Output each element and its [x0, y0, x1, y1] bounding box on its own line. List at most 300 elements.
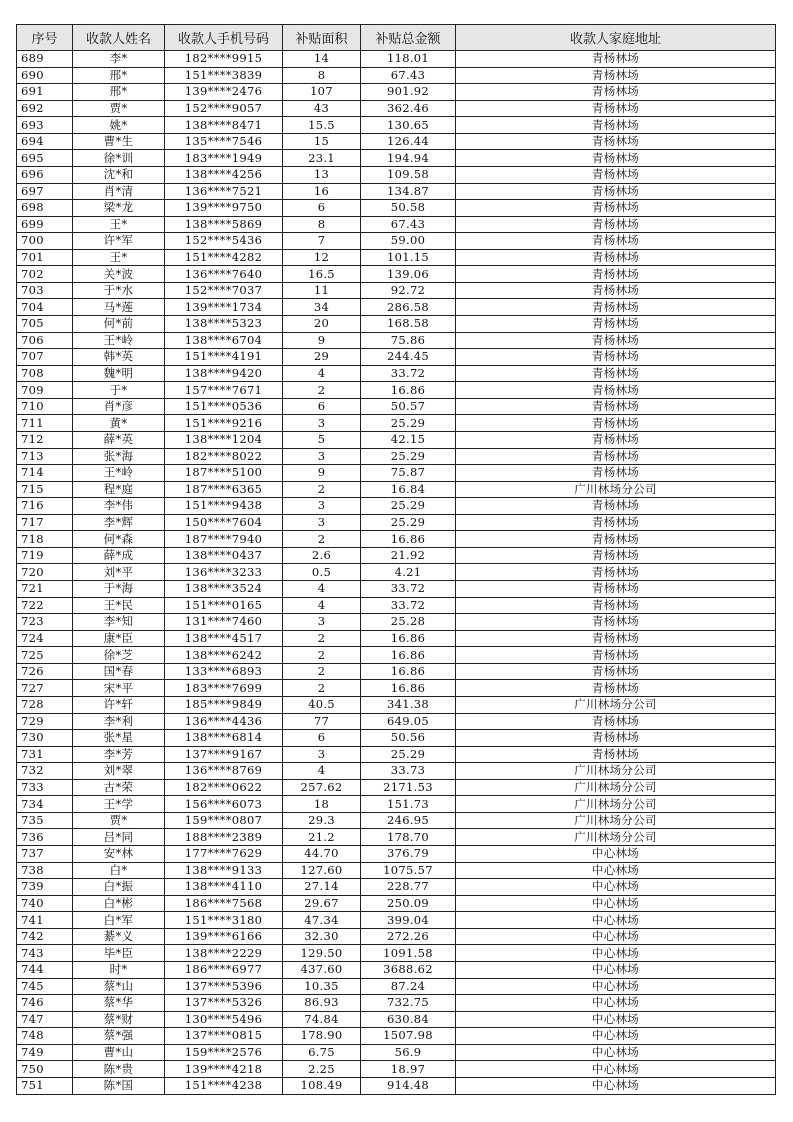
- name-cell: 王*: [73, 249, 165, 266]
- address-cell: 中心林场: [456, 862, 776, 879]
- seq-cell: 715: [17, 481, 73, 498]
- area-cell: 257.62: [283, 779, 361, 796]
- seq-cell: 713: [17, 448, 73, 465]
- area-cell: 18: [283, 796, 361, 813]
- phone-cell: 150****7604: [165, 514, 283, 531]
- amount-cell: 649.05: [361, 713, 456, 730]
- address-cell: 中心林场: [456, 1061, 776, 1078]
- seq-cell: 711: [17, 415, 73, 432]
- phone-cell: 139****2476: [165, 84, 283, 101]
- seq-cell: 744: [17, 961, 73, 978]
- address-cell: 青杨林场: [456, 200, 776, 217]
- phone-cell: 177****7629: [165, 846, 283, 863]
- amount-cell: 33.72: [361, 597, 456, 614]
- area-cell: 4: [283, 597, 361, 614]
- table-row: [17, 663, 776, 680]
- phone-cell: 138****4256: [165, 166, 283, 183]
- seq-cell: 705: [17, 316, 73, 333]
- name-cell: 康*臣: [73, 630, 165, 647]
- amount-cell: 25.29: [361, 415, 456, 432]
- area-cell: 2.25: [283, 1061, 361, 1078]
- phone-cell: 138****1204: [165, 431, 283, 448]
- seq-cell: 689: [17, 51, 73, 68]
- area-cell: 2: [283, 481, 361, 498]
- amount-cell: 50.57: [361, 398, 456, 415]
- amount-cell: 50.58: [361, 200, 456, 217]
- phone-cell: 159****0807: [165, 812, 283, 829]
- seq-cell: 728: [17, 696, 73, 713]
- area-cell: 16: [283, 183, 361, 200]
- table-row: [17, 713, 776, 730]
- seq-cell: 719: [17, 547, 73, 564]
- address-cell: 青杨林场: [456, 581, 776, 598]
- name-cell: 薛*英: [73, 431, 165, 448]
- area-cell: 3: [283, 514, 361, 531]
- amount-cell: 2171.53: [361, 779, 456, 796]
- address-cell: 中心林场: [456, 879, 776, 896]
- name-cell: 安*林: [73, 846, 165, 863]
- phone-cell: 138****6814: [165, 730, 283, 747]
- phone-cell: 138****9420: [165, 365, 283, 382]
- seq-cell: 716: [17, 498, 73, 515]
- seq-cell: 745: [17, 978, 73, 995]
- seq-cell: 712: [17, 431, 73, 448]
- seq-cell: 731: [17, 746, 73, 763]
- seq-cell: 710: [17, 398, 73, 415]
- name-cell: 徐*芝: [73, 647, 165, 664]
- address-cell: 青杨林场: [456, 117, 776, 134]
- phone-cell: 138****2229: [165, 945, 283, 962]
- address-cell: 青杨林场: [456, 84, 776, 101]
- area-cell: 3: [283, 498, 361, 515]
- table-row: [17, 316, 776, 333]
- area-cell: 14: [283, 51, 361, 68]
- area-cell: 5: [283, 431, 361, 448]
- area-cell: 3: [283, 415, 361, 432]
- area-cell: 178.90: [283, 1028, 361, 1045]
- phone-cell: 138****8471: [165, 117, 283, 134]
- seq-cell: 708: [17, 365, 73, 382]
- name-cell: 蔡*华: [73, 995, 165, 1012]
- area-cell: 9: [283, 332, 361, 349]
- phone-cell: 136****7521: [165, 183, 283, 200]
- amount-cell: 75.86: [361, 332, 456, 349]
- seq-cell: 706: [17, 332, 73, 349]
- table-row: [17, 812, 776, 829]
- area-cell: 21.2: [283, 829, 361, 846]
- address-cell: 青杨林场: [456, 51, 776, 68]
- table-row: [17, 547, 776, 564]
- area-cell: 12: [283, 249, 361, 266]
- phone-cell: 157****7671: [165, 382, 283, 399]
- phone-cell: 138****5869: [165, 216, 283, 233]
- amount-cell: 630.84: [361, 1011, 456, 1028]
- table-row: [17, 183, 776, 200]
- amount-cell: 25.29: [361, 514, 456, 531]
- address-cell: 青杨林场: [456, 349, 776, 366]
- phone-cell: 152****5436: [165, 233, 283, 250]
- table-row: [17, 200, 776, 217]
- table-row: [17, 912, 776, 929]
- name-cell: 毕*臣: [73, 945, 165, 962]
- area-cell: 16.5: [283, 266, 361, 283]
- name-cell: 许*轩: [73, 696, 165, 713]
- amount-cell: 244.45: [361, 349, 456, 366]
- table-row: [17, 995, 776, 1012]
- name-cell: 李*芳: [73, 746, 165, 763]
- phone-cell: 151****4238: [165, 1077, 283, 1094]
- table-row: [17, 746, 776, 763]
- amount-cell: 16.86: [361, 647, 456, 664]
- amount-cell: 33.72: [361, 581, 456, 598]
- table-row: [17, 84, 776, 101]
- area-cell: 2: [283, 531, 361, 548]
- address-cell: 青杨林场: [456, 332, 776, 349]
- area-cell: 2.6: [283, 547, 361, 564]
- name-cell: 白*彬: [73, 895, 165, 912]
- address-cell: 中心林场: [456, 1011, 776, 1028]
- area-cell: 107: [283, 84, 361, 101]
- area-cell: 23.1: [283, 150, 361, 167]
- amount-cell: 16.86: [361, 382, 456, 399]
- seq-cell: 701: [17, 249, 73, 266]
- table-row: [17, 846, 776, 863]
- table-row: [17, 100, 776, 117]
- seq-cell: 734: [17, 796, 73, 813]
- phone-cell: 136****7640: [165, 266, 283, 283]
- area-cell: 108.49: [283, 1077, 361, 1094]
- table-body: [17, 51, 776, 1095]
- address-cell: 青杨林场: [456, 713, 776, 730]
- table-row: [17, 481, 776, 498]
- area-cell: 129.50: [283, 945, 361, 962]
- amount-cell: 59.00: [361, 233, 456, 250]
- name-cell: 沈*和: [73, 166, 165, 183]
- table-row: [17, 299, 776, 316]
- address-cell: 青杨林场: [456, 448, 776, 465]
- table-row: [17, 895, 776, 912]
- address-cell: 中心林场: [456, 1077, 776, 1094]
- name-cell: 于*: [73, 382, 165, 399]
- header-phone: 收款人手机号码: [165, 25, 283, 51]
- table-row: [17, 961, 776, 978]
- area-cell: 6.75: [283, 1044, 361, 1061]
- address-cell: 青杨林场: [456, 365, 776, 382]
- address-cell: 广川林场分公司: [456, 696, 776, 713]
- table-row: [17, 398, 776, 415]
- amount-cell: 101.15: [361, 249, 456, 266]
- table-row: [17, 249, 776, 266]
- seq-cell: 718: [17, 531, 73, 548]
- table-row: [17, 879, 776, 896]
- area-cell: 2: [283, 630, 361, 647]
- name-cell: 綦*义: [73, 928, 165, 945]
- table-row: [17, 945, 776, 962]
- seq-cell: 692: [17, 100, 73, 117]
- name-cell: 于*海: [73, 581, 165, 598]
- name-cell: 关*波: [73, 266, 165, 283]
- seq-cell: 725: [17, 647, 73, 664]
- amount-cell: 194.94: [361, 150, 456, 167]
- name-cell: 姚*: [73, 117, 165, 134]
- seq-cell: 742: [17, 928, 73, 945]
- amount-cell: 18.97: [361, 1061, 456, 1078]
- area-cell: 8: [283, 216, 361, 233]
- phone-cell: 139****6166: [165, 928, 283, 945]
- name-cell: 肖*清: [73, 183, 165, 200]
- table-row: [17, 117, 776, 134]
- name-cell: 魏*明: [73, 365, 165, 382]
- address-cell: 广川林场分公司: [456, 829, 776, 846]
- amount-cell: 286.58: [361, 299, 456, 316]
- amount-cell: 25.28: [361, 614, 456, 631]
- table-row: [17, 614, 776, 631]
- phone-cell: 152****9057: [165, 100, 283, 117]
- seq-cell: 726: [17, 663, 73, 680]
- area-cell: 11: [283, 282, 361, 299]
- table-row: [17, 763, 776, 780]
- phone-cell: 151****0536: [165, 398, 283, 415]
- table-row: [17, 829, 776, 846]
- name-cell: 徐*训: [73, 150, 165, 167]
- table-row: [17, 696, 776, 713]
- name-cell: 李*利: [73, 713, 165, 730]
- phone-cell: 187****7940: [165, 531, 283, 548]
- table-row: [17, 415, 776, 432]
- amount-cell: 134.87: [361, 183, 456, 200]
- amount-cell: 914.48: [361, 1077, 456, 1094]
- name-cell: 宋*平: [73, 680, 165, 697]
- seq-cell: 709: [17, 382, 73, 399]
- phone-cell: 137****9167: [165, 746, 283, 763]
- phone-cell: 183****7699: [165, 680, 283, 697]
- amount-cell: 50.56: [361, 730, 456, 747]
- phone-cell: 188****2389: [165, 829, 283, 846]
- phone-cell: 183****1949: [165, 150, 283, 167]
- table-row: [17, 150, 776, 167]
- area-cell: 2: [283, 680, 361, 697]
- phone-cell: 138****5323: [165, 316, 283, 333]
- phone-cell: 130****5496: [165, 1011, 283, 1028]
- seq-cell: 747: [17, 1011, 73, 1028]
- phone-cell: 151****3839: [165, 67, 283, 84]
- phone-cell: 138****9133: [165, 862, 283, 879]
- area-cell: 4: [283, 581, 361, 598]
- seq-cell: 729: [17, 713, 73, 730]
- name-cell: 白*振: [73, 879, 165, 896]
- seq-cell: 748: [17, 1028, 73, 1045]
- phone-cell: 151****4191: [165, 349, 283, 366]
- seq-cell: 714: [17, 465, 73, 482]
- phone-cell: 138****4110: [165, 879, 283, 896]
- name-cell: 曹*山: [73, 1044, 165, 1061]
- seq-cell: 699: [17, 216, 73, 233]
- name-cell: 许*军: [73, 233, 165, 250]
- address-cell: 中心林场: [456, 846, 776, 863]
- phone-cell: 182****9915: [165, 51, 283, 68]
- area-cell: 8: [283, 67, 361, 84]
- name-cell: 薛*成: [73, 547, 165, 564]
- address-cell: 青杨林场: [456, 547, 776, 564]
- area-cell: 10.35: [283, 978, 361, 995]
- name-cell: 李*辉: [73, 514, 165, 531]
- area-cell: 2: [283, 382, 361, 399]
- amount-cell: 1507.98: [361, 1028, 456, 1045]
- table-row: [17, 597, 776, 614]
- name-cell: 蔡*山: [73, 978, 165, 995]
- area-cell: 47.34: [283, 912, 361, 929]
- table-row: [17, 1044, 776, 1061]
- address-cell: 青杨林场: [456, 415, 776, 432]
- table-row: [17, 978, 776, 995]
- area-cell: 9: [283, 465, 361, 482]
- amount-cell: 399.04: [361, 912, 456, 929]
- address-cell: 中心林场: [456, 961, 776, 978]
- address-cell: 青杨林场: [456, 133, 776, 150]
- seq-cell: 717: [17, 514, 73, 531]
- table-row: [17, 349, 776, 366]
- table-row: [17, 465, 776, 482]
- area-cell: 34: [283, 299, 361, 316]
- phone-cell: 135****7546: [165, 133, 283, 150]
- area-cell: 7: [283, 233, 361, 250]
- address-cell: 青杨林场: [456, 730, 776, 747]
- table-row: [17, 581, 776, 598]
- address-cell: 青杨林场: [456, 100, 776, 117]
- table-row: [17, 647, 776, 664]
- table-row: [17, 431, 776, 448]
- amount-cell: 376.79: [361, 846, 456, 863]
- table-row: [17, 514, 776, 531]
- address-cell: 中心林场: [456, 912, 776, 929]
- amount-cell: 25.29: [361, 498, 456, 515]
- amount-cell: 362.46: [361, 100, 456, 117]
- name-cell: 程*庭: [73, 481, 165, 498]
- amount-cell: 139.06: [361, 266, 456, 283]
- phone-cell: 136****3233: [165, 564, 283, 581]
- table-row: [17, 448, 776, 465]
- header-amount: 补贴总金额: [361, 25, 456, 51]
- table-row: [17, 1061, 776, 1078]
- amount-cell: 21.92: [361, 547, 456, 564]
- seq-cell: 736: [17, 829, 73, 846]
- name-cell: 刘*平: [73, 564, 165, 581]
- table-row: [17, 531, 776, 548]
- amount-cell: 126.44: [361, 133, 456, 150]
- name-cell: 蔡*财: [73, 1011, 165, 1028]
- seq-cell: 696: [17, 166, 73, 183]
- seq-cell: 739: [17, 879, 73, 896]
- address-cell: 青杨林场: [456, 564, 776, 581]
- area-cell: 6: [283, 730, 361, 747]
- seq-cell: 750: [17, 1061, 73, 1078]
- name-cell: 白*军: [73, 912, 165, 929]
- area-cell: 127.60: [283, 862, 361, 879]
- amount-cell: 246.95: [361, 812, 456, 829]
- name-cell: 韩*英: [73, 349, 165, 366]
- table-row: [17, 282, 776, 299]
- table-row: [17, 928, 776, 945]
- name-cell: 刘*翠: [73, 763, 165, 780]
- seq-cell: 737: [17, 846, 73, 863]
- amount-cell: 42.15: [361, 431, 456, 448]
- address-cell: 广川林场分公司: [456, 779, 776, 796]
- table-row: [17, 133, 776, 150]
- phone-cell: 151****0165: [165, 597, 283, 614]
- amount-cell: 25.29: [361, 746, 456, 763]
- area-cell: 27.14: [283, 879, 361, 896]
- header-area: 补贴面积: [283, 25, 361, 51]
- table-row: [17, 365, 776, 382]
- phone-cell: 136****4436: [165, 713, 283, 730]
- amount-cell: 25.29: [361, 448, 456, 465]
- seq-cell: 740: [17, 895, 73, 912]
- address-cell: 青杨林场: [456, 282, 776, 299]
- address-cell: 青杨林场: [456, 746, 776, 763]
- phone-cell: 151****4282: [165, 249, 283, 266]
- name-cell: 贾*: [73, 812, 165, 829]
- seq-cell: 746: [17, 995, 73, 1012]
- phone-cell: 139****1734: [165, 299, 283, 316]
- area-cell: 77: [283, 713, 361, 730]
- phone-cell: 182****8022: [165, 448, 283, 465]
- area-cell: 2: [283, 663, 361, 680]
- address-cell: 青杨林场: [456, 316, 776, 333]
- name-cell: 曹*生: [73, 133, 165, 150]
- address-cell: 青杨林场: [456, 431, 776, 448]
- name-cell: 时*: [73, 961, 165, 978]
- seq-cell: 693: [17, 117, 73, 134]
- address-cell: 中心林场: [456, 945, 776, 962]
- table-row: [17, 166, 776, 183]
- amount-cell: 151.73: [361, 796, 456, 813]
- phone-cell: 137****0815: [165, 1028, 283, 1045]
- amount-cell: 92.72: [361, 282, 456, 299]
- amount-cell: 732.75: [361, 995, 456, 1012]
- area-cell: 0.5: [283, 564, 361, 581]
- table-row: [17, 796, 776, 813]
- name-cell: 国*春: [73, 663, 165, 680]
- seq-cell: 707: [17, 349, 73, 366]
- name-cell: 古*荣: [73, 779, 165, 796]
- name-cell: 邢*: [73, 84, 165, 101]
- phone-cell: 138****4517: [165, 630, 283, 647]
- amount-cell: 16.86: [361, 680, 456, 697]
- amount-cell: 16.86: [361, 630, 456, 647]
- area-cell: 40.5: [283, 696, 361, 713]
- area-cell: 29: [283, 349, 361, 366]
- address-cell: 青杨林场: [456, 216, 776, 233]
- seq-cell: 721: [17, 581, 73, 598]
- address-cell: 青杨林场: [456, 67, 776, 84]
- amount-cell: 228.77: [361, 879, 456, 896]
- seq-cell: 730: [17, 730, 73, 747]
- address-cell: 中心林场: [456, 928, 776, 945]
- area-cell: 437.60: [283, 961, 361, 978]
- seq-cell: 694: [17, 133, 73, 150]
- address-cell: 青杨林场: [456, 531, 776, 548]
- name-cell: 黄*: [73, 415, 165, 432]
- table-row: [17, 498, 776, 515]
- amount-cell: 33.72: [361, 365, 456, 382]
- amount-cell: 75.87: [361, 465, 456, 482]
- address-cell: 广川林场分公司: [456, 481, 776, 498]
- table-row: [17, 564, 776, 581]
- phone-cell: 139****9750: [165, 200, 283, 217]
- address-cell: 青杨林场: [456, 382, 776, 399]
- phone-cell: 185****9849: [165, 696, 283, 713]
- area-cell: 43: [283, 100, 361, 117]
